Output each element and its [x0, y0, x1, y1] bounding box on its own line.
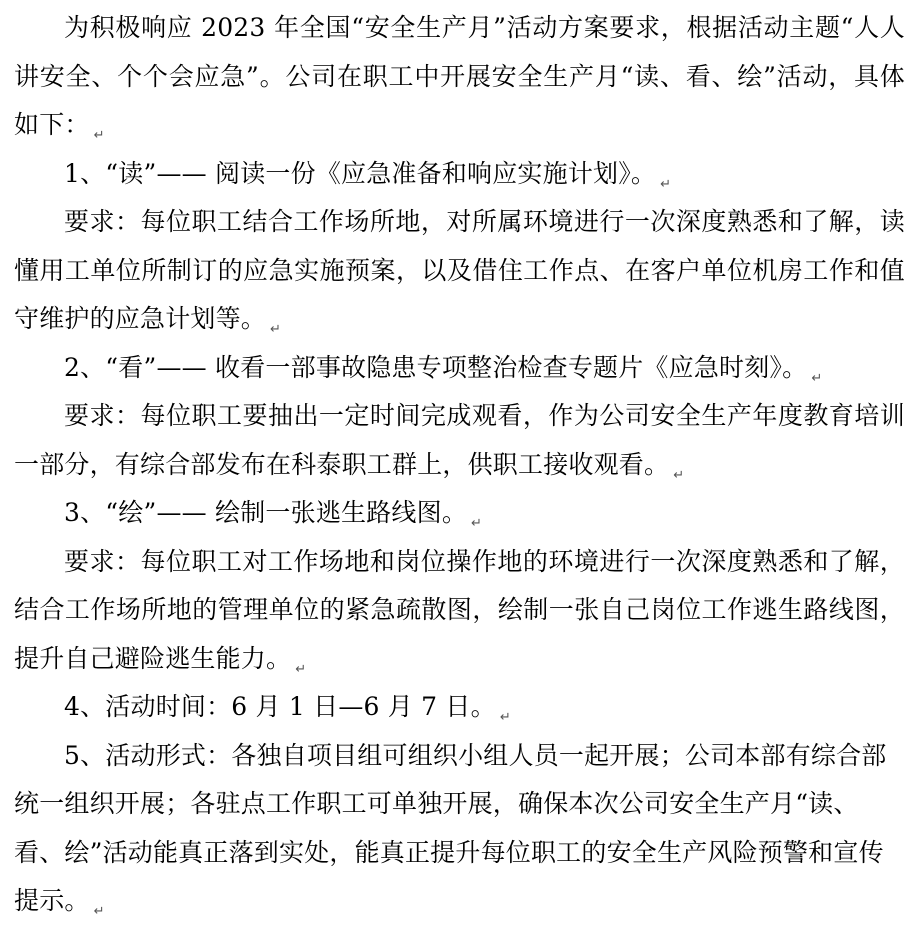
paragraph-text: 5、活动形式：各独自项目组可组织小组人员一起开展；公司本部有综合部统一组织开展；各驻点工作职工可单独开展，确保本次公司安全生产月“读、看、绘”活动能真正落到实处，能真正提升每位职工的安全生产风险预警和宣传提示。: [14, 740, 887, 915]
paragraph-text: 为积极响应 2023 年全国“安全生产月”活动方案要求，根据活动主题“人人讲安全、个个会应急”。公司在职工中开展安全生产月“读、看、绘”活动，具体如下：: [14, 13, 905, 139]
paragraph-mark-icon: ↵: [93, 128, 105, 143]
paragraph-text: 要求：每位职工对工作场地和岗位操作地的环境进行一次深度熟悉和了解，结合工作场所地的管理单位的紧急疏散图，绘制一张自己岗位工作逃生路线图，提升自己避险逃生能力。: [14, 546, 905, 673]
intro-paragraph: [14, 4, 905, 150]
paragraph-text: 2、“看”—— 收看一部事故隐患专项整治检查专题片《应急时刻》。: [64, 352, 808, 382]
paragraph-mark-icon: ↵: [811, 370, 823, 386]
paragraph-text: 4、活动时间：6 月 1 日—6 月 7 日。: [64, 692, 496, 721]
paragraph-text: 要求：每位职工要抽出一定时间完成观看，作为公司安全生产年度教育培训一部分，有综合部发布在科泰职工群上，供职工接收观看。: [14, 401, 905, 479]
read-requirement-paragraph: [14, 198, 905, 344]
paragraph-mark-icon: ↵: [471, 516, 483, 531]
read-activity-heading: [14, 150, 905, 199]
activity-form-paragraph: [14, 732, 905, 926]
paragraph-mark-icon: ↵: [295, 661, 307, 677]
paragraph-mark-icon: ↵: [93, 904, 105, 919]
activity-time-heading: [14, 683, 905, 732]
paragraph-mark-icon: ↵: [673, 467, 685, 483]
watch-requirement-paragraph: [14, 392, 905, 489]
watch-activity-heading: [14, 344, 905, 393]
paragraph-mark-icon: ↵: [270, 322, 282, 337]
paragraph-text: 3、“绘”—— 绘制一张逃生路线图。: [64, 498, 468, 527]
draw-requirement-paragraph: [14, 538, 905, 684]
paragraph-text: 要求：每位职工结合工作场所地，对所属环境进行一次深度熟悉和了解，读懂用工单位所制订的应急实施预案，以及借住工作点、在客户单位机房工作和值守维护的应急计划等。: [14, 207, 905, 333]
paragraph-mark-icon: ↵: [499, 710, 511, 725]
paragraph-mark-icon: ↵: [660, 176, 672, 192]
draw-activity-heading: [14, 489, 905, 538]
paragraph-text: 1、“读”—— 阅读一份《应急准备和响应实施计划》。: [64, 158, 657, 188]
